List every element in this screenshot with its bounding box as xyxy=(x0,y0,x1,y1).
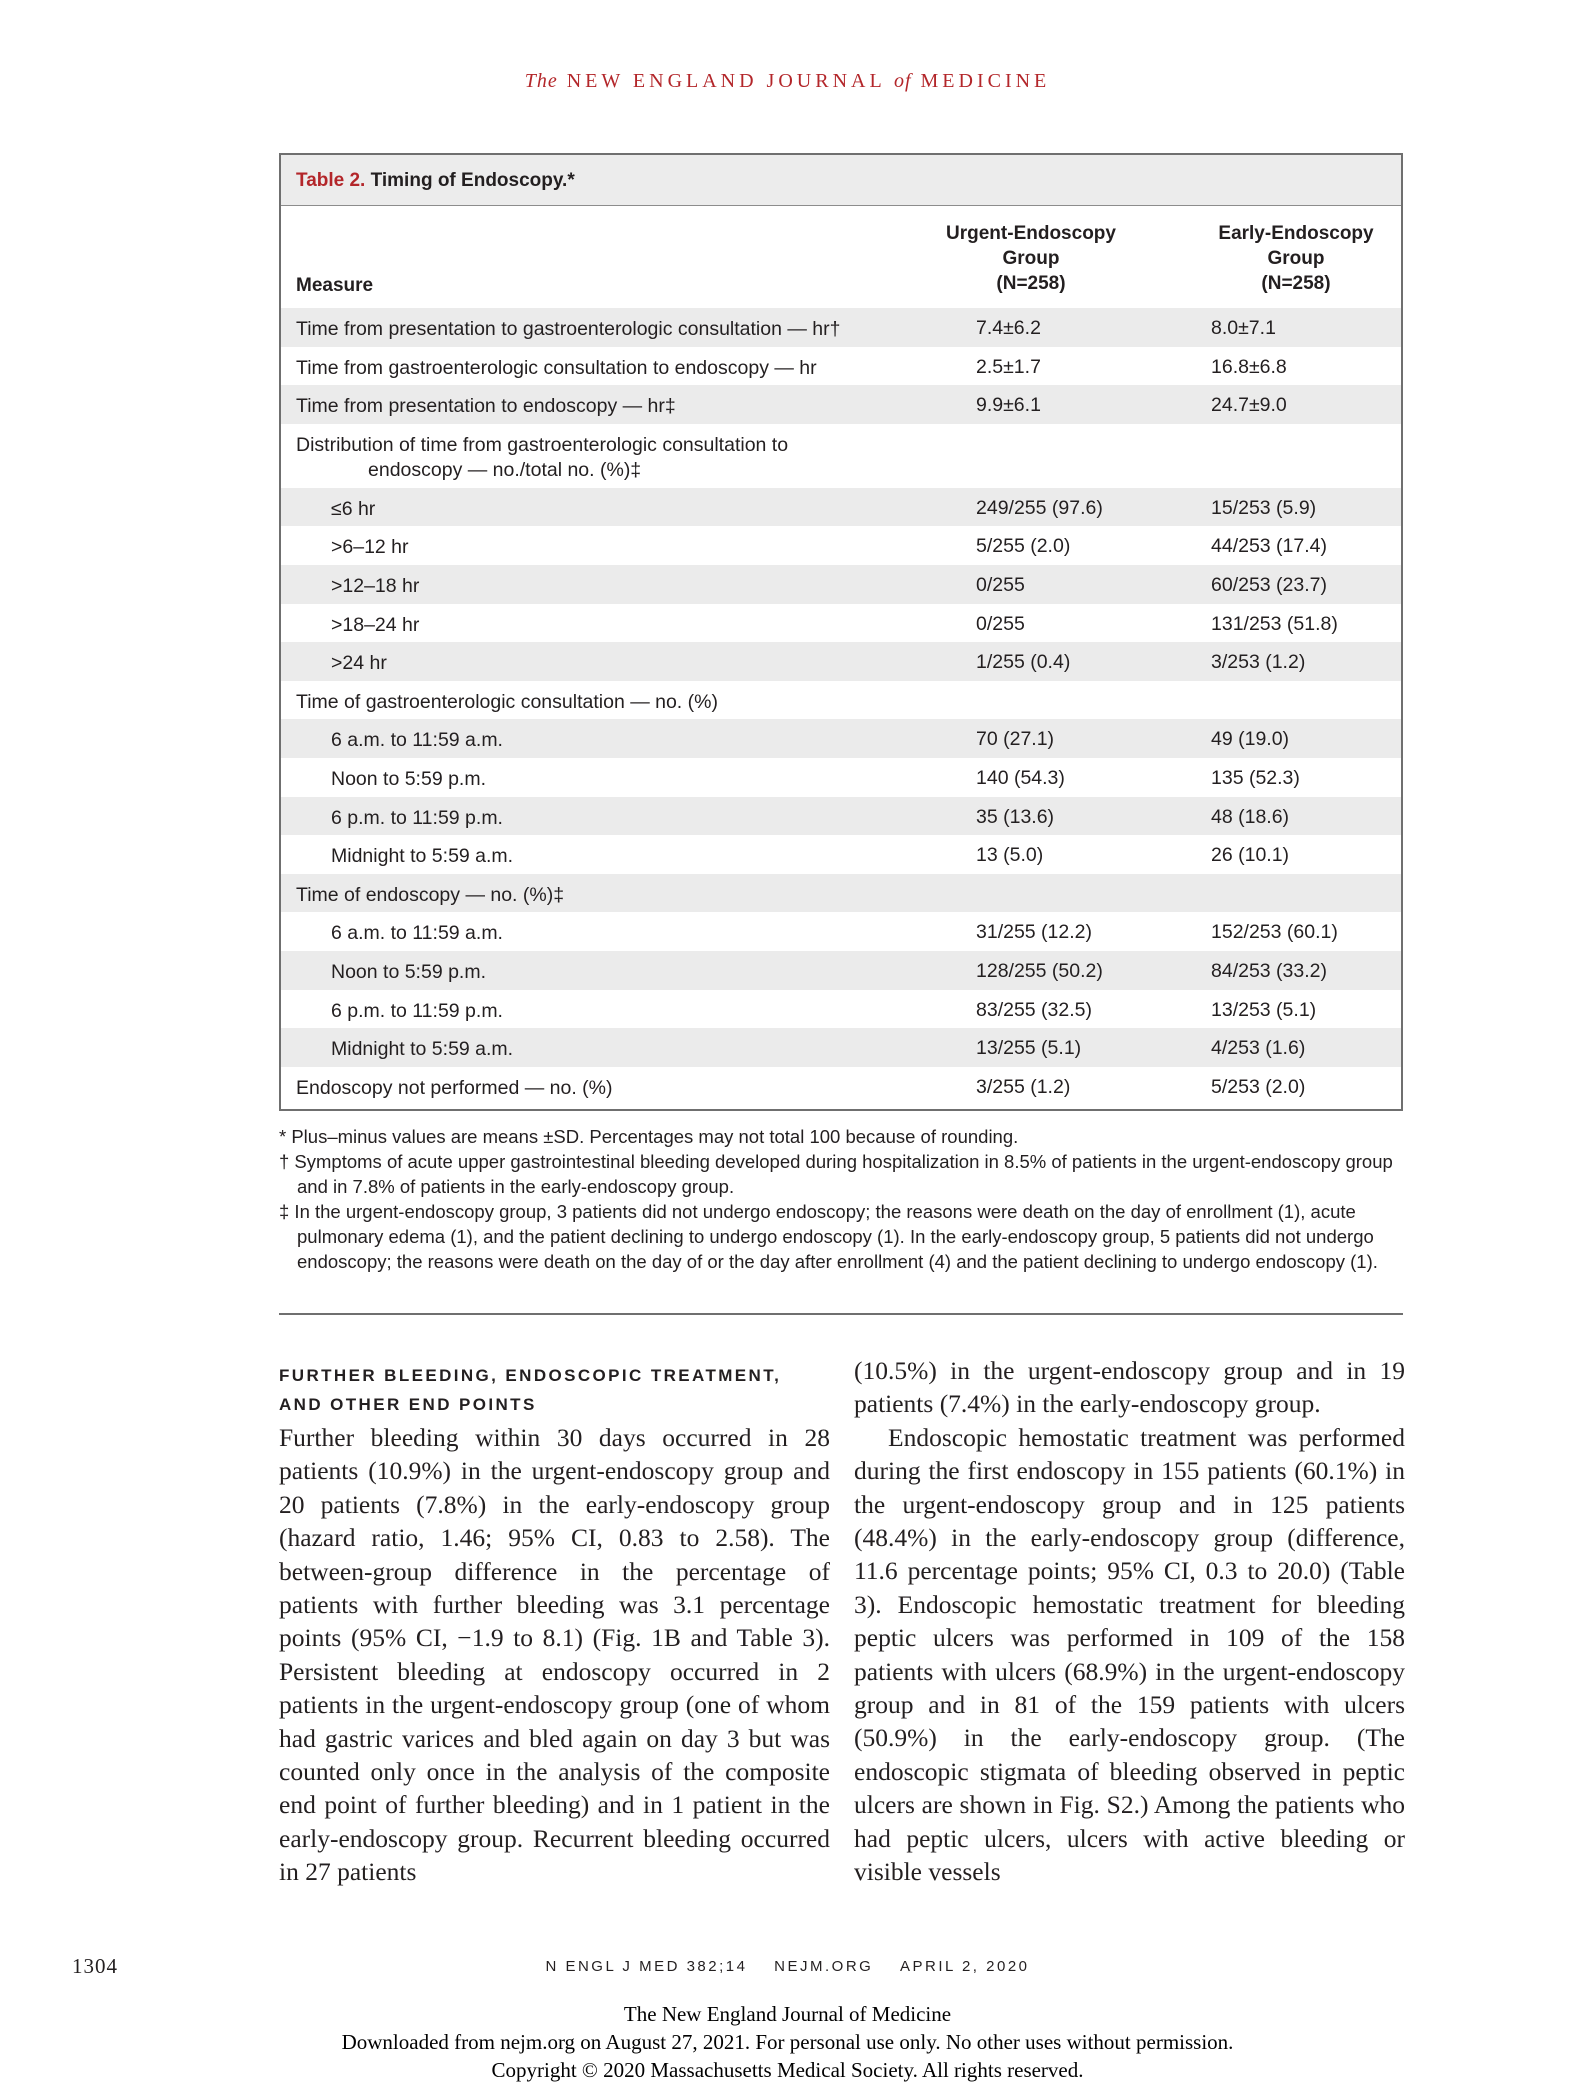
row-label: 6 a.m. to 11:59 a.m. xyxy=(331,729,503,752)
row-urgent-value: 1/255 (0.4) xyxy=(976,651,1071,674)
row-label: Midnight to 5:59 a.m. xyxy=(331,845,514,868)
table-row xyxy=(281,565,1401,604)
row-early-value: 26 (10.1) xyxy=(1211,844,1290,867)
table-row xyxy=(281,424,1401,488)
right-column xyxy=(854,1354,1405,1889)
row-urgent-value: 13 (5.0) xyxy=(976,844,1044,867)
row-early-value: 60/253 (23.7) xyxy=(1211,573,1328,596)
table-row xyxy=(281,797,1401,836)
section-heading-line1: FURTHER BLEEDING, ENDOSCOPIC TREATMENT, xyxy=(279,1366,782,1385)
row-urgent-value: 70 (27.1) xyxy=(976,728,1055,751)
footnote: † Symptoms of acute upper gastrointestinal bleeding developed during hospitalization in 8.5% of patients in the urgent-endoscopy group and in 7.8% of patients in the early-endoscopy group. xyxy=(279,1151,1393,1197)
footnote: ‡ In the urgent-endoscopy group, 3 patients did not undergo endoscopy; the reasons were death on the day of enrollment (1), acute pulmonary edema (1), and the patient declining to undergo endoscopy (1). In the early-endoscopy group, 5 patients did not undergo endoscopy; the reasons were death on the day of or the day after enrollment (4) and the patient declining to undergo endoscopy (1). xyxy=(279,1201,1378,1272)
header-early-line3: (N=258) xyxy=(1261,273,1331,294)
row-label: Time of endoscopy — no. (%)‡ xyxy=(296,883,565,906)
table-row xyxy=(281,681,1401,720)
left-column-paragraph: Further bleeding within 30 days occurred in 28 patients (10.9%) in the urgent-endoscopy group and 20 patients (7.8%) in the early-endoscopy group (hazard ratio, 1.46; 95% CI, 0.83 to 2.58). The between-group difference in the percentage of patients with further bleeding was 3.1 percentage points (95% CI, −1.9 to 8.1) (Fig. 1B and Table 3). Persistent bleeding at endoscopy occurred in 2 patients in the urgent-endoscopy group (one of whom had gastric varices and bled again on day 3 but was counted only once in the analysis of the composite end point of further bleeding) and in 1 patient in the early-endoscopy group. Recurrent bleeding occurred in 27 patients xyxy=(279,1423,830,1887)
row-urgent-value: 31/255 (12.2) xyxy=(976,921,1093,944)
right-column-paragraph-2: Endoscopic hemostatic treatment was performed during the first endoscopy in 155 patients (60.1%) in the urgent-endoscopy group and in 125 patients (48.4%) in the early-endoscopy group (difference, 11.6 percentage points; 95% CI, 0.3 to 20.0) (Table 3). Endoscopic hemostatic treatment for bleeding peptic ulcers was performed in 109 of the 158 patients with ulcers (68.9%) in the urgent-endoscopy group and in 81 of the 159 patients with ulcers (50.9%) in the early-endoscopy group. (The endoscopic stigmata of bleeding observed in peptic ulcers are shown in Fig. S2.) Among the patients who had peptic ulcers, ulcers with active bleeding or visible vessels xyxy=(854,1422,1405,1887)
row-early-value: 3/253 (1.2) xyxy=(1211,651,1306,674)
row-label-line2: endoscopy — no./total no. (%)‡ xyxy=(368,458,642,481)
row-urgent-value: 2.5±1.7 xyxy=(976,355,1041,378)
table-row xyxy=(281,874,1401,913)
row-urgent-value: 13/255 (5.1) xyxy=(976,1037,1082,1060)
row-early-value: 48 (18.6) xyxy=(1211,805,1290,828)
notice-line2: Downloaded from nejm.org on August 27, 2021. For personal use only. No other uses without permission. xyxy=(341,2030,1234,2054)
row-urgent-value: 140 (54.3) xyxy=(976,766,1065,789)
journal-site: NEJM.ORG xyxy=(774,1958,874,1975)
running-head-part1: NEW ENGLAND JOURNAL xyxy=(566,70,885,92)
header-urgent-line3: (N=258) xyxy=(996,273,1066,294)
row-label-line1: Distribution of time from gastroenterologic consultation to xyxy=(296,433,789,456)
row-urgent-value: 5/255 (2.0) xyxy=(976,535,1071,558)
row-early-value: 16.8±6.8 xyxy=(1211,355,1287,378)
right-column-paragraph-1: (10.5%) in the urgent-endoscopy group and in 19 patients (7.4%) in the early-endoscopy group. xyxy=(854,1356,1405,1419)
row-urgent-value: 249/255 (97.6) xyxy=(976,496,1103,519)
journal-date: APRIL 2, 2020 xyxy=(900,1958,1030,1975)
row-label: 6 p.m. to 11:59 p.m. xyxy=(331,806,503,829)
row-early-value: 13/253 (5.1) xyxy=(1211,998,1317,1021)
table-header xyxy=(281,221,1401,301)
journal-volume: N ENGL J MED 382;14 xyxy=(545,1958,748,1975)
row-urgent-value: 3/255 (1.2) xyxy=(976,1075,1071,1098)
table-row xyxy=(281,719,1401,758)
row-urgent-value: 0/255 xyxy=(976,612,1025,635)
running-head-of: of xyxy=(893,70,912,92)
table-2 xyxy=(279,153,1403,1111)
row-label: Time from presentation to endoscopy — hr‡ xyxy=(296,395,676,418)
header-early-line2: Group xyxy=(1267,248,1325,269)
header-urgent-line2: Group xyxy=(1002,248,1060,269)
table-row xyxy=(281,758,1401,797)
page-number: 1304 xyxy=(72,1954,118,1978)
row-label: Noon to 5:59 p.m. xyxy=(331,767,487,790)
row-early-value: 8.0±7.1 xyxy=(1211,317,1276,339)
running-head-the: The xyxy=(524,70,558,92)
row-label: Endoscopy not performed — no. (%) xyxy=(296,1076,613,1099)
row-label: >24 hr xyxy=(331,652,387,675)
row-label: 6 p.m. to 11:59 p.m. xyxy=(331,999,503,1022)
header-urgent-group xyxy=(931,221,1131,296)
running-head xyxy=(0,70,1575,93)
table-label: Table 2. xyxy=(296,170,366,191)
footnote: * Plus–minus values are means ±SD. Percentages may not total 100 because of rounding. xyxy=(279,1126,1019,1147)
row-urgent-value: 128/255 (50.2) xyxy=(976,959,1103,982)
row-early-value: 5/253 (2.0) xyxy=(1211,1075,1306,1098)
row-label: >6–12 hr xyxy=(331,536,409,559)
footnote-divider xyxy=(279,1313,1403,1315)
row-label: Time of gastroenterologic consultation — no. (%) xyxy=(296,690,718,713)
row-label: ≤6 hr xyxy=(331,497,376,520)
table-footnotes xyxy=(279,1124,1403,1274)
row-early-value: 135 (52.3) xyxy=(1211,766,1300,789)
table-row xyxy=(281,385,1401,424)
section-heading-line2: AND OTHER END POINTS xyxy=(279,1395,537,1414)
row-label: Time from gastroenterologic consultation to endoscopy — hr xyxy=(296,356,817,379)
row-label: >12–18 hr xyxy=(331,574,420,597)
row-early-value: 49 (19.0) xyxy=(1211,728,1290,751)
table-row xyxy=(281,488,1401,527)
table-title-bar xyxy=(281,155,1401,206)
table-row xyxy=(281,308,1401,347)
notice-line1: The New England Journal of Medicine xyxy=(623,2002,952,2026)
row-early-value: 131/253 (51.8) xyxy=(1211,612,1338,635)
row-label: 6 a.m. to 11:59 a.m. xyxy=(331,922,503,945)
row-urgent-value: 35 (13.6) xyxy=(976,805,1055,828)
table-row xyxy=(281,1028,1401,1067)
row-label: Midnight to 5:59 a.m. xyxy=(331,1038,514,1061)
row-urgent-value: 83/255 (32.5) xyxy=(976,998,1093,1021)
running-head-part2: MEDICINE xyxy=(920,70,1051,92)
journal-citation xyxy=(0,1958,1575,1975)
row-early-value: 84/253 (33.2) xyxy=(1211,959,1328,982)
table-row xyxy=(281,912,1401,951)
table-row xyxy=(281,526,1401,565)
row-early-value: 4/253 (1.6) xyxy=(1211,1037,1306,1060)
header-measure: Measure xyxy=(296,275,374,296)
row-early-value: 152/253 (60.1) xyxy=(1211,921,1338,944)
notice-line3: Copyright © 2020 Massachusetts Medical Society. All rights reserved. xyxy=(491,2058,1084,2082)
table-row xyxy=(281,347,1401,386)
header-urgent-line1: Urgent-Endoscopy xyxy=(946,223,1116,244)
table-row xyxy=(281,835,1401,874)
row-label: Noon to 5:59 p.m. xyxy=(331,960,487,983)
table-row xyxy=(281,642,1401,681)
header-early-group xyxy=(1196,221,1396,296)
header-early-line1: Early-Endoscopy xyxy=(1218,223,1374,244)
table-row xyxy=(281,1067,1401,1106)
row-label xyxy=(296,433,906,483)
table-body xyxy=(281,308,1401,1105)
row-label: >18–24 hr xyxy=(331,613,420,636)
row-early-value: 44/253 (17.4) xyxy=(1211,535,1328,558)
table-title: Timing of Endoscopy.* xyxy=(370,170,575,191)
row-label: Time from presentation to gastroenterologic consultation — hr† xyxy=(296,318,841,340)
table-row xyxy=(281,604,1401,643)
table-row xyxy=(281,990,1401,1029)
download-notice xyxy=(0,2000,1575,2084)
row-early-value: 15/253 (5.9) xyxy=(1211,496,1317,519)
row-urgent-value: 9.9±6.1 xyxy=(976,394,1041,417)
table-row xyxy=(281,951,1401,990)
row-urgent-value: 0/255 xyxy=(976,573,1025,596)
row-urgent-value: 7.4±6.2 xyxy=(976,317,1041,339)
section-heading xyxy=(279,1361,819,1419)
row-early-value: 24.7±9.0 xyxy=(1211,394,1287,417)
